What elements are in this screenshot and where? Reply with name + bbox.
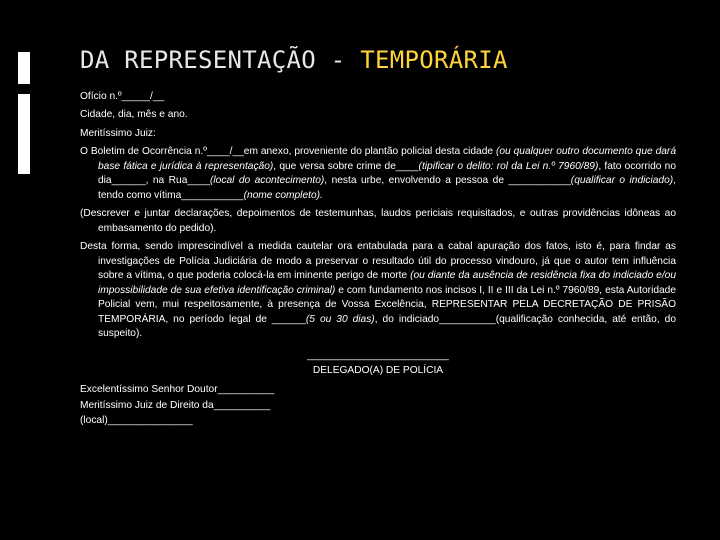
p1-note-j: (nome completo). xyxy=(243,189,323,201)
date-line: Cidade, dia, mês e ano. xyxy=(80,109,188,121)
p3-note-b: (ou diante da ausência de residência fixa do indiciado e/ou impossibilidade de sua efetiva identificação criminal) xyxy=(98,270,676,296)
p1-text-c: , que versa sobre crime de____ xyxy=(273,160,419,172)
oficio-line: Ofício n.º_____/__ xyxy=(80,91,165,102)
p3-note-d: (5 ou 30 dias) xyxy=(305,313,375,325)
salutation: Meritíssimo Juiz: xyxy=(80,127,156,139)
document-body xyxy=(80,90,676,428)
p1-text-e: , fato ocorrido no dia______, na Rua____ xyxy=(98,160,676,187)
paragraph-boletim xyxy=(80,145,676,203)
p3-text-c: e com fundamento nos incisos I, II e III da Lei n.º 7960/89, esta Autoridade Policial vem, mui respeitosamente, à presença de Vossa Excelência, REPRESENTAR PELA DECRETAÇÃO DE PRISÃO TEMPORÁRIA, no período legal de ______ xyxy=(98,284,676,325)
paragraph-descrever: (Descrever e juntar declarações, depoimentos de testemunhas, laudos periciais requisitados, e outras providências idôneas ao embasamento do pedido). xyxy=(80,208,676,234)
p1-text-i: , tendo como vítima___________ xyxy=(98,175,676,201)
accent-bar-top xyxy=(18,52,30,84)
p1-note-d: (tipificar o delito: rol da Lei n.º 7960/89) xyxy=(418,160,599,172)
p1-text-a: O Boletim de Ocorrência n.º____/__em anexo, proveniente do plantão policial desta cidade xyxy=(80,146,496,158)
signature-title: DELEGADO(A) DE POLÍCIA xyxy=(312,365,444,377)
p1-note-f: (local do acontecimento) xyxy=(210,175,325,187)
addressee-line: (local)_______________ xyxy=(80,414,193,426)
p3-text-a: Desta forma, sendo imprescindível a medida cautelar ora entabulada para a cabal apuração dos fatos, isto é, para findar as investigações de Polícia Judiciária de modo a preservar o resultado útil do processo vindouro, já que o autor tem influência sobre a vítima, o que poderia colocá-la em iminente perigo de morte xyxy=(80,241,676,282)
p1-text-g: , nesta urbe, envolvendo a pessoa de ___________ xyxy=(324,175,571,187)
slide-title xyxy=(80,46,508,74)
slide-title-part-1: DA REPRESENTAÇÃO - xyxy=(80,46,361,74)
accent-bar-bottom xyxy=(18,94,30,174)
paragraph-representacao xyxy=(80,240,676,341)
addressee-line: Excelentíssimo Senhor Doutor__________ xyxy=(80,384,275,396)
p1-note-h: (qualificar o indiciado) xyxy=(570,175,674,187)
addressee-block xyxy=(80,382,676,428)
p3-text-e: , do indiciado__________(qualificação conhecida, até então, do suspeito). xyxy=(98,313,676,340)
p1-note-b: (ou qualquer outro documento que dará base fática e jurídica à representação) xyxy=(98,146,676,172)
signature-line: _________________________ xyxy=(307,349,449,361)
signature-block xyxy=(80,348,676,379)
addressee-line: Meritíssimo Juiz de Direito da__________ xyxy=(80,399,271,411)
slide-title-part-2: TEMPORÁRIA xyxy=(360,46,508,74)
